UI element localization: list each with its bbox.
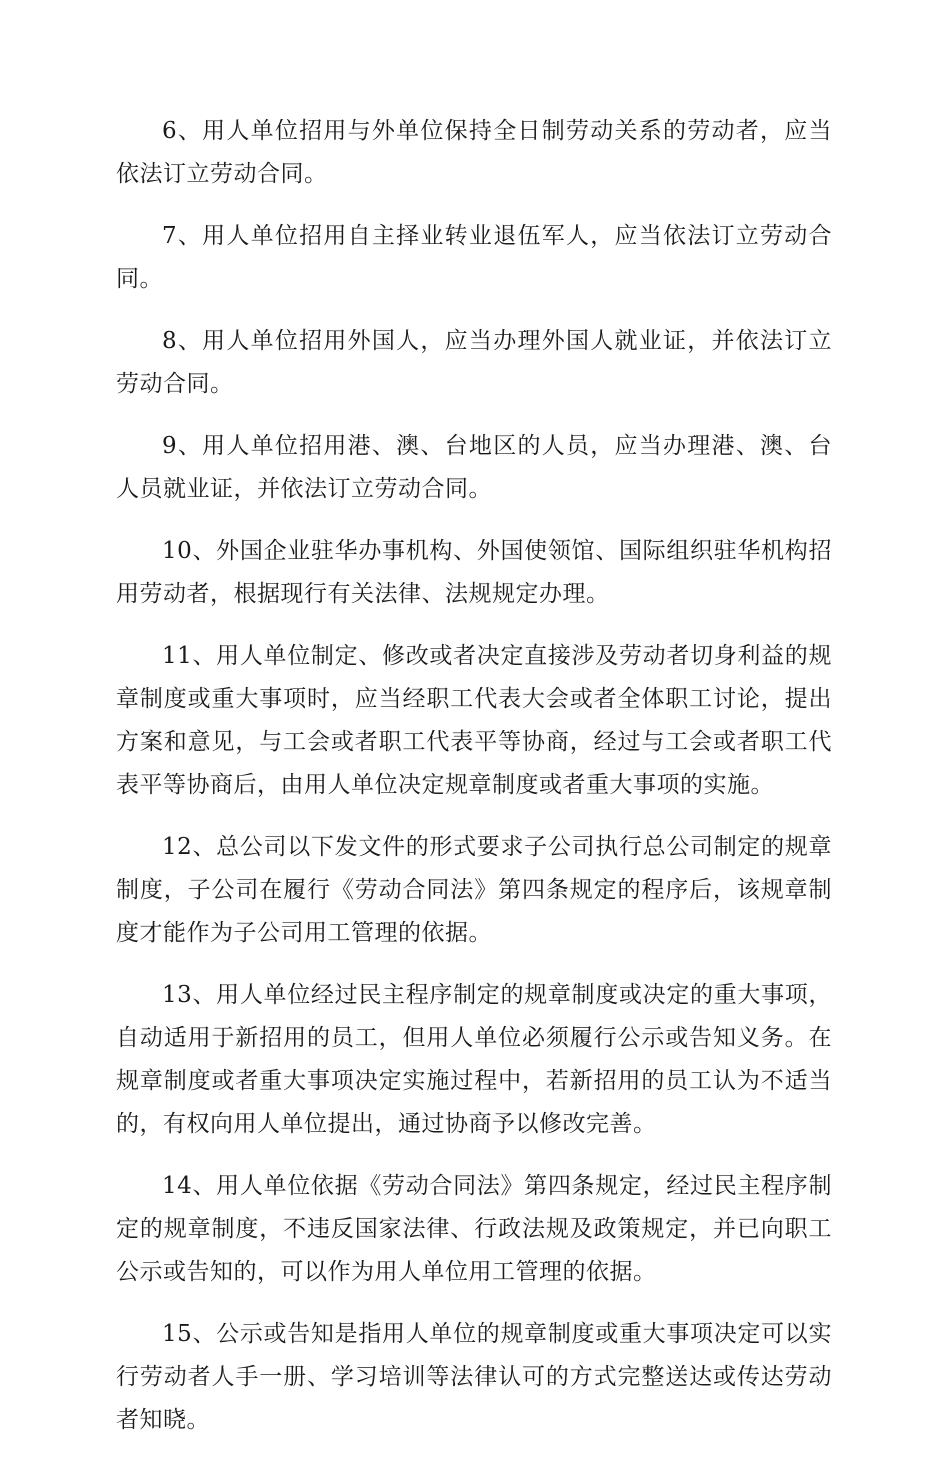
paragraph-item-8: 8、用人单位招用外国人，应当办理外国人就业证，并依法订立劳动合同。 [116,328,832,397]
paragraph-item-9: 9、用人单位招用港、澳、台地区的人员，应当办理港、澳、台人员就业证，并依法订立劳动合同。 [116,433,832,502]
paragraph-item-11: 11、用人单位制定、修改或者决定直接涉及劳动者切身利益的规章制度或重大事项时，应当经职工代表大会或者全体职工讨论，提出方案和意见，与工会或者职工代表平等协商，经过与工会或者职工代表平等协商后，由用人单位决定规章制度或者重大事项的实施。 [116,643,832,798]
paragraph-item-12: 12、总公司以下发文件的形式要求子公司执行总公司制定的规章制度，子公司在履行《劳动合同法》第四条规定的程序后，该规章制度才能作为子公司用工管理的依据。 [116,834,832,946]
paragraph-item-6: 6、用人单位招用与外单位保持全日制劳动关系的劳动者，应当依法订立劳动合同。 [116,118,832,187]
paragraph-item-14: 14、用人单位依据《劳动合同法》第四条规定，经过民主程序制定的规章制度，不违反国家法律、行政法规及政策规定，并已向职工公示或告知的，可以作为用人单位用工管理的依据。 [116,1173,832,1285]
paragraph-item-10: 10、外国企业驻华办事机构、外国使领馆、国际组织驻华机构招用劳动者，根据现行有关法律、法规规定办理。 [116,538,832,607]
paragraph-item-15: 15、公示或告知是指用人单位的规章制度或重大事项决定可以实行劳动者人手一册、学习培训等法律认可的方式完整送达或传达劳动者知晓。 [116,1321,832,1433]
paragraph-item-13: 13、用人单位经过民主程序制定的规章制度或决定的重大事项，自动适用于新招用的员工，但用人单位必须履行公示或告知义务。在规章制度或者重大事项决定实施过程中，若新招用的员工认为不适当的，有权向用人单位提出，通过协商予以修改完善。 [116,982,832,1137]
document-body [116,110,832,1461]
paragraph-item-7: 7、用人单位招用自主择业转业退伍军人，应当依法订立劳动合同。 [116,223,832,292]
